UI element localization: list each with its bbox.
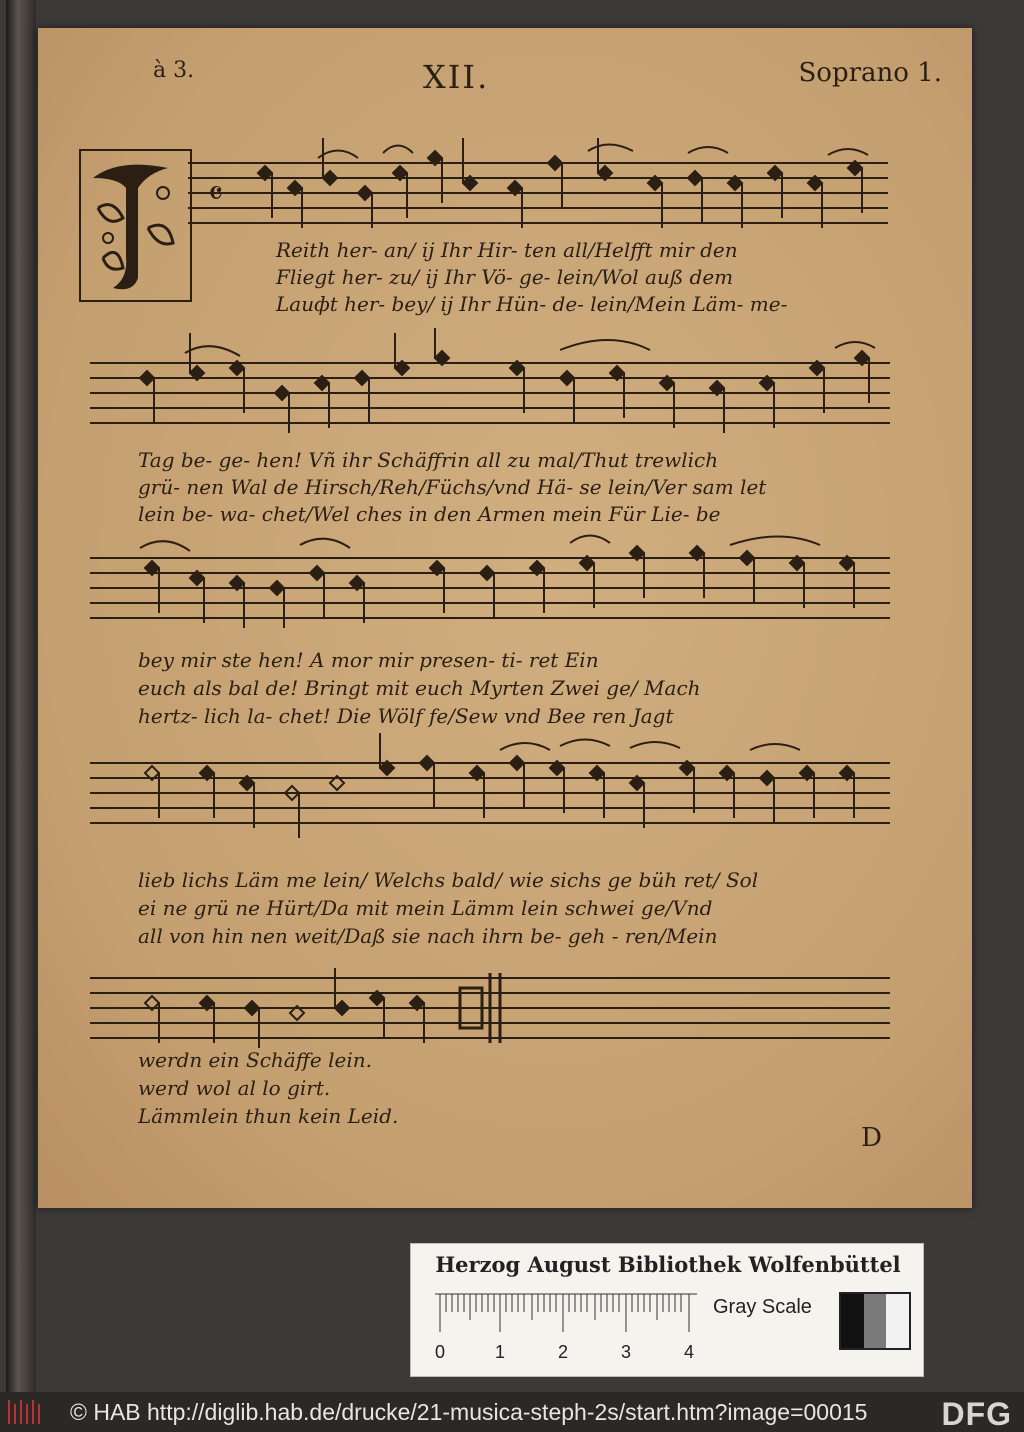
library-color-card [410, 1243, 924, 1377]
piece-number: XII. [423, 58, 490, 96]
page-signature: D [861, 1123, 882, 1153]
lyric-line: grü- nen Wal de Hirsch/Reh/Füchs/vnd Hä- se lein/Ver sam let [138, 475, 767, 499]
ruler-label: 2 [557, 1342, 569, 1362]
dfg-logo: DFG [941, 1396, 1012, 1432]
library-name: Herzog August Bibliothek Wolfenbüttel [435, 1252, 901, 1277]
gray-patch [886, 1294, 909, 1348]
lyric-line: euch als bal de! Bringt mit euch Myrten Zwei ge/ Mach [138, 676, 701, 700]
voice-count-label: à 3. [153, 58, 195, 83]
lyric-line: all von hin nen weit/Daß sie nach ihrn be- geh - ren/Mein [138, 924, 718, 948]
svg-text:𝄴: 𝄴 [208, 174, 224, 214]
footer-bar [0, 1392, 1024, 1432]
lyric-line: lein be- wa- chet/Wel ches in den Armen mein Für Lie- be [138, 502, 721, 526]
ruler-label: 4 [683, 1342, 695, 1362]
measurement-ruler [435, 1292, 705, 1371]
gray-scale-swatch [839, 1292, 911, 1350]
lyric-line: bey mir ste hen! A mor mir presen- ti- ret Ein [138, 648, 599, 672]
lyric-line: lieb lichs Läm me lein/ Welchs bald/ wie sichs ge büh ret/ Sol [138, 868, 759, 892]
ruler-label: 1 [494, 1342, 506, 1362]
music-staff-5 [90, 943, 890, 1053]
gray-patch [864, 1294, 887, 1348]
voice-part-label: Soprano 1. [798, 58, 942, 88]
music-staff-1 [188, 133, 888, 243]
ruler-label: 0 [435, 1342, 446, 1362]
scanned-page [38, 28, 972, 1208]
lyric-line: werdn ein Schäffe lein. [138, 1048, 372, 1072]
lyric-line: Lämmlein thun kein Leid. [138, 1104, 399, 1128]
lyric-line: werd wol al lo girt. [138, 1076, 331, 1100]
music-staff-3 [90, 523, 890, 633]
gray-patch [841, 1294, 864, 1348]
gray-scale-label: Gray Scale [713, 1296, 812, 1318]
footer-copyright-link[interactable]: © HAB http://diglib.hab.de/drucke/21-musica-steph-2s/start.htm?image=00015 [70, 1398, 868, 1425]
lyric-line: ei ne grü ne Hürt/Da mit mein Lämm lein schwei ge/Vnd [138, 896, 713, 920]
book-spine [6, 0, 36, 1392]
lyric-line: Lauфt her- bey/ ij Ihr Hün- de- lein/Mein Läm- me- [276, 292, 788, 316]
lyric-line: hertz- lich la- chet! Die Wölf fe/Sew vnd Bee ren Jagt [138, 704, 674, 728]
lyric-line: Fliegt her- zu/ ij Ihr Vö- ge- lein/Wol auß dem [276, 265, 734, 289]
music-staff-2 [90, 328, 890, 438]
music-staff-4 [90, 728, 890, 848]
lyric-line: Tag be- ge- hen! Vñ ihr Schäffrin all zu mal/Thut trewlich [138, 448, 719, 472]
lyric-line: Reith her- an/ ij Ihr Hir- ten all/Helfft mir den [276, 238, 738, 262]
ruler-label: 3 [620, 1342, 632, 1362]
hab-logo-icon [6, 1398, 46, 1426]
